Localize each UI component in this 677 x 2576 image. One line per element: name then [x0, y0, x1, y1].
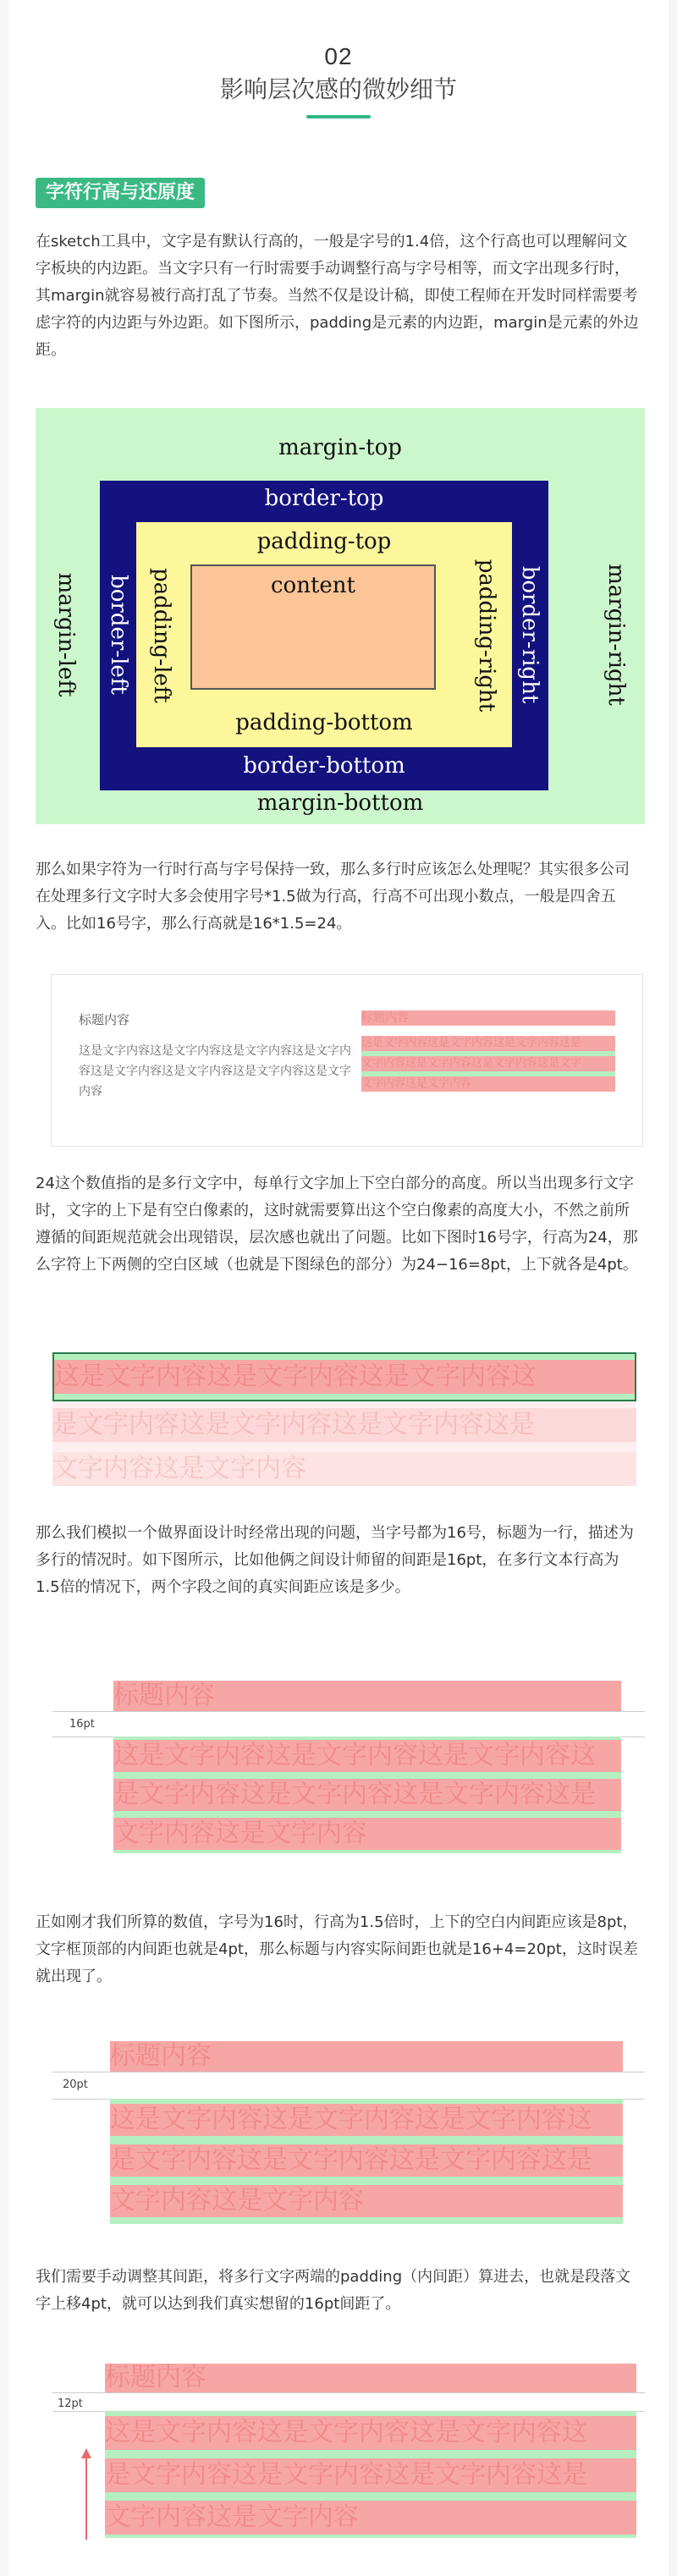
content-box: [190, 564, 436, 690]
guide-line: [52, 1711, 645, 1712]
demo20-line-1: 这是文字内容这是文字内容这是文字内容这: [110, 2104, 623, 2136]
demo20-gap-label: 20pt: [63, 2078, 88, 2091]
padding-bottom-label: padding-bottom: [235, 710, 413, 735]
paragraph-6: 我们需要手动调整其间距，将多行文字两端的padding（内间距）算进去，也就是段落文字上移4pt，就可以达到我们真实想留的16pt间距了。: [36, 2268, 631, 2313]
paragraph-1: 在sketch工具中，文字是有默认行高的，一般是字号的1.4倍，这个行高也可以理解问文字板块的内边距。当文字只有一行时需要手动调整行高与字号相等，而文字出现多行时，其margin就容易被行高打乱了节奏。当然不仅是设计稿，即使工程师在开发时同样需要考虑字符的内边距与外边距。如下图所示，padding是元素的内边距，margin是元素的外边距。: [36, 233, 639, 359]
border-box: [100, 481, 548, 790]
demo16-gap-label: 16pt: [69, 1718, 95, 1731]
demo-16pt: [52, 1681, 636, 1867]
paragraph-5: 正如刚才我们所算的数值，字号为16时，行高为1.5倍时，上下的空白内间距应该是8pt，文字框顶部的内间距也就是4pt，那么标题与内容实际间距也就是16+4=20pt，这时误差就出现了。: [36, 1913, 638, 1985]
annotated-title: 标题内容: [361, 1010, 615, 1026]
paragraph-3: 24这个数值指的是多行文字中，每单行文字加上下空白部分的高度。所以当出现多行文字时，文字的上下是有空白像素的，这时就需要算出这个空白像素的高度大小，不然之前所遵循的间距规范就会出现错误，层次感也就出了问题。比如下图时16号字，行高为24，那么字符上下两侧的空白区域（也就是下图绿色的部分）为24−16=8pt，上下就各是4pt。: [36, 1175, 638, 1274]
section-number: 02: [324, 43, 353, 69]
demo20-line-2: 是文字内容这是文字内容这是文字内容这是: [110, 2144, 623, 2177]
section-title: 影响层次感的微妙细节: [219, 75, 457, 103]
demo12-line-2: 是文字内容这是文字内容这是文字内容这是: [105, 2458, 636, 2492]
example-annotated: [361, 1010, 615, 1092]
title-underline: [306, 115, 371, 118]
demo-12pt: [52, 2364, 636, 2558]
demo12-title: 标题内容: [105, 2364, 636, 2392]
demo-line-1: 这是文字内容这是文字内容这是文字内容这: [54, 1360, 635, 1394]
demo12-gap-label: 12pt: [58, 2397, 83, 2410]
content-label: content: [271, 573, 355, 598]
arrow-up-icon: [78, 2448, 95, 2541]
demo16-title: 标题内容: [113, 1681, 621, 1711]
padding-top-label: padding-top: [256, 529, 392, 554]
annotated-line-1: 这是文字内容这是文字内容这是文字内容这是: [361, 1036, 615, 1051]
paragraph-2: 那么如果字符为一行时行高与字号保持一致，那么多行时应该怎么处理呢？其实很多公司在处理多行文字时大多会使用字号*1.5做为行高，行高不可出现小数点，一般是四舍五入。比如16号字，那么行高就是16*1.5=24。: [36, 861, 630, 933]
margin-bottom-label: margin-bottom: [256, 790, 424, 816]
border-bottom-label: border-bottom: [243, 753, 405, 779]
margin-left-label: margin-left: [53, 572, 79, 697]
section-badge: 字符行高与还原度: [36, 178, 205, 208]
padding-box: [136, 522, 512, 747]
box-model-diagram: [36, 408, 645, 824]
demo-line-3: 文字内容这是文字内容: [52, 1452, 636, 1486]
demo-20pt: [52, 2041, 636, 2229]
article: [8, 0, 669, 2576]
line-height-demo: [52, 1352, 636, 1496]
paragraph-4: 那么我们模拟一个做界面设计时经常出现的问题，当字号都为16号，标题为一行，描述为多行的情况时。如下图所示，比如他俩之间设计师留的间距是16pt，在多行文本行高为1.5倍的情况下，两个字段之间的真实间距应该是多少。: [36, 1524, 634, 1596]
annotated-line-3: 文字内容这是文字内容: [361, 1076, 615, 1092]
border-right-label: border-right: [517, 565, 542, 704]
demo12-line-3: 文字内容这是文字内容: [105, 2501, 636, 2535]
demo16-line-2: 是文字内容这是文字内容这是文字内容这是: [113, 1779, 621, 1811]
demo-line-2: 是文字内容这是文字内容这是文字内容这是: [52, 1408, 636, 1442]
annotated-line-2: 文字内容这是文字内容这是文字内容这是文字: [361, 1056, 615, 1071]
margin-right-label: margin-right: [603, 564, 629, 706]
border-left-label: border-left: [106, 575, 131, 695]
section-header: [8, 42, 669, 118]
padding-right-label: padding-right: [474, 559, 499, 713]
border-top-label: border-top: [264, 486, 384, 511]
demo16-line-3: 文字内容这是文字内容: [113, 1818, 621, 1850]
example-card: [51, 974, 643, 1147]
demo20-title: 标题内容: [110, 2041, 623, 2072]
example-title: 标题内容: [79, 1012, 130, 1027]
demo20-line-3: 文字内容这是文字内容: [110, 2185, 623, 2217]
demo16-line-1: 这是文字内容这是文字内容这是文字内容这: [113, 1740, 621, 1772]
guide-line: [52, 2392, 645, 2393]
padding-left-label: padding-left: [149, 568, 174, 703]
demo12-line-1: 这是文字内容这是文字内容这是文字内容这: [105, 2416, 636, 2450]
example-body: 这是文字内容这是文字内容这是文字内容这是文字内容这是文字内容这是文字内容这是文字内容这是文字内容: [79, 1044, 351, 1098]
margin-top-label: margin-top: [278, 435, 402, 460]
